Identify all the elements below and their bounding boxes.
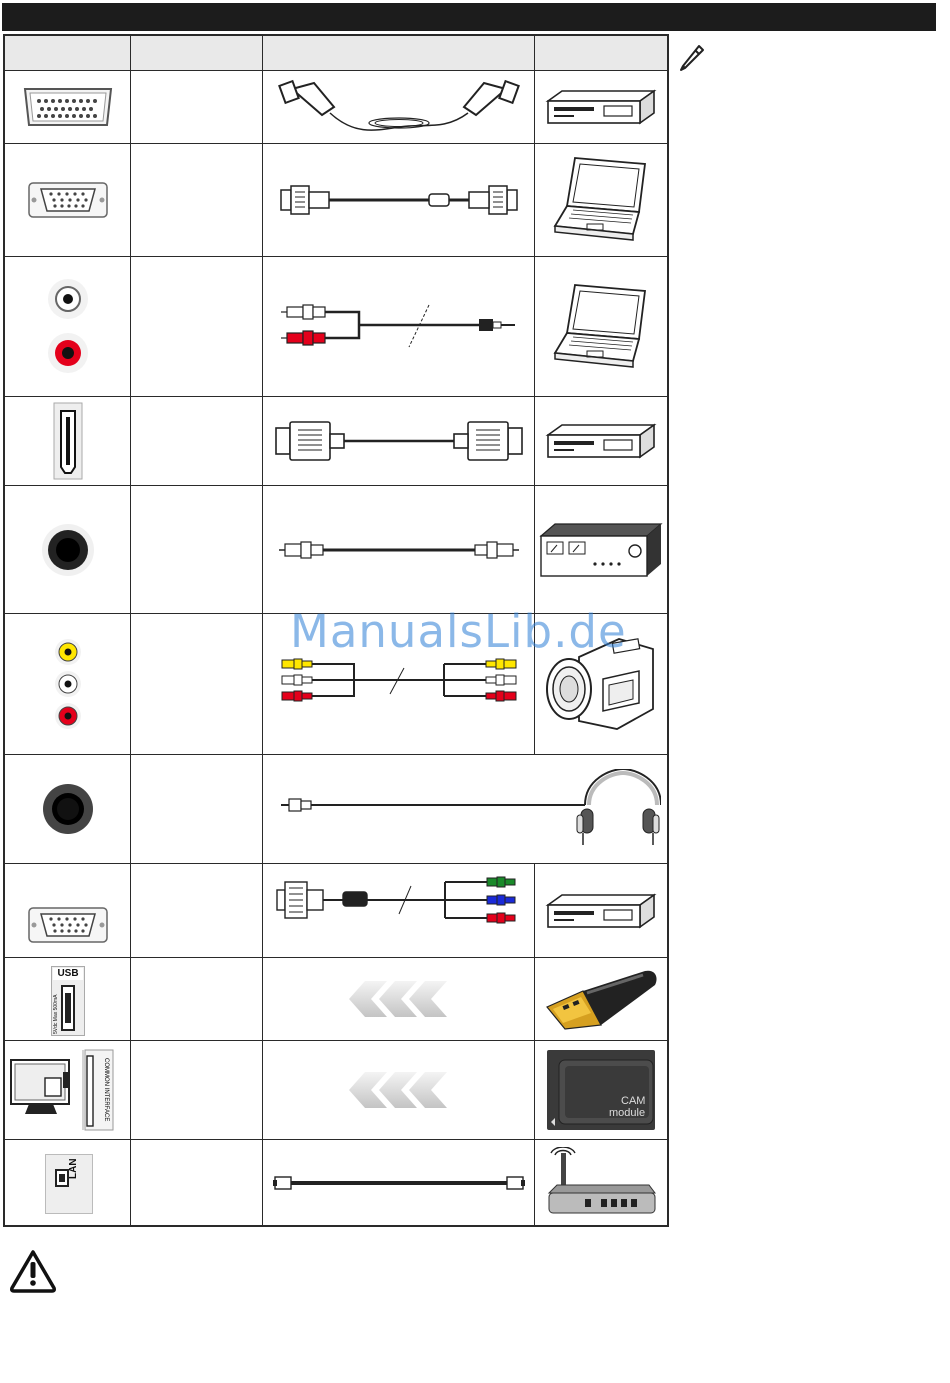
- connector-cell: [5, 71, 131, 143]
- lan-label: LAN: [68, 1158, 79, 1179]
- type-cell: [131, 397, 263, 485]
- usb-port-panel: [51, 966, 85, 1036]
- hdmi-cable-icon: [274, 416, 524, 466]
- table-row-ci: [5, 1041, 667, 1140]
- header-device-cell: [535, 36, 667, 70]
- usb-rating-text: 5Vdc Max 500mA: [53, 994, 59, 1034]
- header-type-cell: [131, 36, 263, 70]
- scart-cable-icon: [274, 75, 524, 139]
- type-cell: [131, 614, 263, 754]
- common-interface-label: COMMON INTERFACE: [102, 1058, 109, 1122]
- dvd-player-icon: [544, 421, 658, 461]
- connector-cell: [5, 144, 131, 256]
- type-cell: [131, 486, 263, 613]
- composite-av-ports-icon: [53, 634, 83, 734]
- headphone-cable-icon: [281, 769, 661, 851]
- device-cell: [535, 144, 667, 256]
- audio-rca-ports-icon: [46, 275, 90, 379]
- cable-cell: [263, 397, 535, 485]
- connector-cell: [5, 397, 131, 485]
- usb-port-icon: [61, 985, 75, 1031]
- device-cell: [535, 864, 667, 957]
- device-cell: [535, 71, 667, 143]
- connector-cell: [5, 486, 131, 613]
- insert-arrows-icon: [347, 979, 451, 1019]
- headphone-jack-icon: [41, 782, 95, 836]
- table-row-usb: [5, 958, 667, 1041]
- connector-cell: [5, 958, 131, 1040]
- laptop-icon: [553, 281, 649, 373]
- table-row-audio: [5, 257, 667, 397]
- coaxial-cable-icon: [279, 538, 519, 562]
- device-cell: [535, 1140, 667, 1225]
- header-cables-cell: [263, 36, 535, 70]
- type-cell: [131, 257, 263, 396]
- usb-stick-icon: [543, 967, 659, 1031]
- table-row-ypbpr: [5, 864, 667, 958]
- connector-cell: [5, 755, 131, 863]
- type-cell: [131, 864, 263, 957]
- table-header-row: [5, 36, 667, 71]
- table-row-vga: [5, 144, 667, 257]
- type-cell: [131, 1041, 263, 1139]
- cable-cell: [263, 864, 535, 957]
- device-cell: [535, 397, 667, 485]
- table-row-spdif: [5, 486, 667, 614]
- table-row-scart: [5, 71, 667, 144]
- router-icon: [545, 1147, 657, 1219]
- lan-port-panel: [45, 1154, 93, 1214]
- insert-arrows-icon: [347, 1070, 451, 1110]
- hdmi-port-icon: [52, 401, 84, 481]
- table-row-lan: [5, 1140, 667, 1225]
- vga-port-icon: [27, 181, 109, 219]
- cable-cell: [263, 958, 535, 1040]
- header-connector-cell: [5, 36, 131, 70]
- cable-cell: [263, 1140, 535, 1225]
- cable-cell: [263, 144, 535, 256]
- device-cell: [535, 958, 667, 1040]
- top-header-bar: [2, 3, 936, 31]
- device-cell: [535, 257, 667, 396]
- cable-cell: [263, 71, 535, 143]
- scart-port-icon: [19, 85, 117, 129]
- ethernet-cable-icon: [271, 1171, 527, 1195]
- connector-cell: [5, 1140, 131, 1225]
- table-row-hdmi: [5, 397, 667, 486]
- cable-cell: [263, 755, 667, 863]
- device-cell: [535, 1041, 667, 1139]
- cam-label: CAM: [621, 1095, 646, 1107]
- connector-cell: [5, 257, 131, 396]
- usb-label: USB: [53, 968, 83, 980]
- tv-rear-ci-slot-icon: [9, 1048, 127, 1132]
- connector-cell: [5, 864, 131, 957]
- composite-av-cable-icon: [274, 654, 524, 714]
- pencil-note-icon: [677, 42, 707, 72]
- cable-cell: [263, 257, 535, 396]
- cable-cell: [263, 486, 535, 613]
- cam-module-icon: [545, 1048, 657, 1132]
- amplifier-icon: [539, 522, 663, 578]
- watermark: ManualsLib.de: [290, 605, 627, 658]
- type-cell: [131, 144, 263, 256]
- vga-cable-icon: [279, 180, 519, 220]
- type-cell: [131, 71, 263, 143]
- type-cell: [131, 1140, 263, 1225]
- ypbpr-cable-icon: [275, 872, 525, 932]
- type-cell: [131, 755, 263, 863]
- connector-cell: [5, 614, 131, 754]
- device-cell: [535, 486, 667, 613]
- audio-cable-icon: [279, 297, 519, 357]
- connector-cell: [5, 1041, 131, 1139]
- warning-triangle-icon: [8, 1248, 58, 1294]
- table-row-headphone: [5, 755, 667, 864]
- dvd-player-icon: [544, 891, 658, 931]
- vga-port-icon: [27, 906, 109, 944]
- spdif-port-icon: [40, 522, 96, 578]
- module-label: module: [609, 1107, 646, 1119]
- laptop-icon: [553, 154, 649, 246]
- type-cell: [131, 958, 263, 1040]
- cable-cell: [263, 1041, 535, 1139]
- lan-port-icon: [55, 1169, 69, 1187]
- dvd-player-icon: [544, 87, 658, 127]
